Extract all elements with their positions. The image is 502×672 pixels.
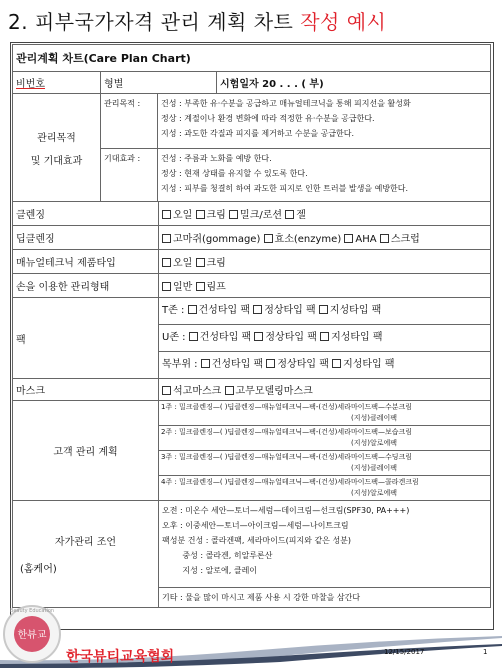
- option-label: 젤: [296, 210, 306, 221]
- cleansing-options: [159, 202, 491, 226]
- seal-ring-text: Beauty Education: [9, 608, 55, 614]
- care-plan-table: [12, 44, 491, 608]
- cleansing-label: 클렌징: [13, 202, 159, 226]
- option-label: 지성타입 팩: [331, 332, 383, 343]
- purpose-line: 건성 : 부족한 유·수분을 공급하고 매뉴얼테크닉을 통해 피지선을 활성화: [161, 99, 411, 108]
- effect-line: 지성 : 피부를 청결히 하여 과도한 피지로 인한 트러블 발생을 예방한다.: [161, 184, 409, 193]
- pack-row: [159, 298, 490, 325]
- option-label: 건성타입 팩: [199, 332, 252, 343]
- goals-label-line1: 관리목적: [37, 132, 76, 144]
- option-label: 지성타입 팩: [343, 359, 395, 370]
- checkbox[interactable]: [344, 234, 353, 243]
- week-plan-alt: (지성)클레이팩: [351, 414, 398, 422]
- hand-options: [159, 274, 491, 298]
- pack-row: [159, 325, 490, 352]
- option-label: 스크럽: [390, 234, 420, 245]
- week-row: [159, 426, 490, 451]
- option-label: 고마쥐(gommage): [173, 234, 261, 245]
- pack-row: [159, 352, 490, 378]
- checkbox[interactable]: [196, 258, 205, 267]
- field-type: 형별: [101, 72, 217, 94]
- option-label: 효소(enzyme): [274, 234, 342, 245]
- association-seal-logo: [0, 598, 66, 668]
- org-name: 한국뷰티교육협회: [66, 649, 175, 665]
- page-title-accent: 작성 예시: [300, 10, 387, 34]
- footer-date: 12/15/2017: [384, 648, 425, 656]
- effect-line: 정상 : 현재 상태를 유지할 수 있도록 한다.: [161, 169, 308, 178]
- checkbox[interactable]: [196, 282, 205, 291]
- homecare-lines: [159, 501, 490, 588]
- homecare-label-line1: 자가관리 조언: [54, 537, 117, 548]
- checkbox[interactable]: [254, 332, 263, 341]
- mask-label: 마스크: [13, 379, 159, 401]
- checkbox[interactable]: [162, 386, 171, 395]
- week-plan: 1주 : 밀크클렌징—( )딥클렌징—매뉴얼테크닉—팩-(건성)세라마이드팩—수분크림: [161, 403, 413, 411]
- checkbox[interactable]: [332, 359, 341, 368]
- option-label: 크림: [206, 210, 226, 221]
- seal-text: 한뷰교: [17, 630, 47, 641]
- checkbox[interactable]: [320, 332, 329, 341]
- option-label: 오일: [173, 258, 193, 269]
- checkbox[interactable]: [162, 210, 171, 219]
- homecare-content: [159, 501, 491, 608]
- checkbox[interactable]: [162, 258, 171, 267]
- pack-zone: U존 :: [162, 332, 186, 343]
- effect-list: [158, 149, 411, 201]
- checkbox[interactable]: [196, 210, 205, 219]
- week-plan: 2주 : 밀크클렌징—( )딥클렌징—매뉴얼테크닉—팩-(건성)세라마이드팩—보습크림: [161, 428, 413, 436]
- manual-options: [159, 250, 491, 274]
- week-plan: 3주 : 밀크클렌징—( )딥클렌징—매뉴얼테크닉—팩-(건성)세라마이드팩—수딩크림: [161, 453, 413, 461]
- hand-label: 손을 이용한 관리형태: [13, 274, 159, 298]
- week-plan-alt: (지성)알로에팩: [351, 439, 398, 447]
- option-label: 일반: [173, 282, 193, 293]
- effect-line: 건성 : 주름과 노화를 예방 한다.: [161, 154, 272, 163]
- checkbox[interactable]: [201, 359, 210, 368]
- effect-label: 기대효과 :: [101, 149, 158, 201]
- deep-cleansing-options: [159, 226, 491, 250]
- homecare-line: 팩성분 건성 : 콜라겐팩, 세라마이드(피지와 같은 성분): [162, 536, 352, 545]
- checkbox[interactable]: [285, 210, 294, 219]
- week-plan-alt: (지성)알로에팩: [351, 489, 398, 497]
- pack-options: [159, 298, 491, 379]
- pack-zone: T존 :: [162, 305, 185, 316]
- homecare-line: 오후 : 이중세안—토너—아이크림—세럼—나이트크림: [162, 521, 349, 530]
- pack-zone: 목부위 :: [162, 359, 198, 370]
- option-label: 크림: [206, 258, 226, 269]
- option-label: 림프: [206, 282, 226, 293]
- checkbox[interactable]: [319, 305, 328, 314]
- checkbox[interactable]: [189, 332, 198, 341]
- option-label: 정상타입 팩: [265, 332, 317, 343]
- manual-label: 매뉴얼테크닉 제품타입: [13, 250, 159, 274]
- week-plan: 4주 : 밀크클렌징—( )딥클렌징—매뉴얼테크닉—팩-(건성)세라마이드팩—콜라겐크림: [161, 478, 419, 486]
- homecare-line: 중성 : 콜라겐, 히알루론산: [162, 551, 273, 560]
- checkbox[interactable]: [266, 359, 275, 368]
- week-row: [159, 451, 490, 476]
- checkbox[interactable]: [162, 282, 171, 291]
- field-no: 비번호: [13, 72, 101, 94]
- checkbox[interactable]: [253, 305, 262, 314]
- goals-content: [101, 94, 491, 202]
- page-title-main: 2. 피부국가자격 관리 계획 차트: [8, 10, 294, 34]
- option-label: 고무모델링마스크: [235, 386, 313, 397]
- homecare-label: [13, 501, 159, 608]
- homecare-line: 지성 : 알로에, 클레이: [162, 566, 258, 575]
- checkbox[interactable]: [225, 386, 234, 395]
- chart-title: 관리계획 차트(Care Plan Chart): [13, 45, 491, 72]
- deep-cleansing-label: 딥클렌징: [13, 226, 159, 250]
- option-label: 건성타입 팩: [211, 359, 264, 370]
- option-label: AHA: [355, 234, 377, 245]
- pack-label: 팩: [13, 298, 159, 379]
- week-plan-alt: (지성)클레이팩: [351, 464, 398, 472]
- mask-options: [159, 379, 491, 401]
- purpose-line: 지성 : 과도한 각질과 피지를 제거하고 수분을 공급한다.: [161, 129, 355, 138]
- week-row: [159, 401, 490, 426]
- option-label: 정상타입 팩: [264, 305, 316, 316]
- homecare-line: 오전 : 미온수 세안—토너—세럼—데이크림—선크림(SPF30, PA+++): [162, 506, 410, 515]
- homecare-label-line2: (홈케어): [20, 564, 57, 575]
- week-row: [159, 476, 490, 500]
- checkbox[interactable]: [162, 234, 171, 243]
- option-label: 건성타입 팩: [198, 305, 250, 316]
- option-label: 밀크/로션: [240, 210, 283, 221]
- checkbox[interactable]: [188, 305, 197, 314]
- client-plan-list: [159, 401, 491, 501]
- option-label: 오일: [173, 210, 193, 221]
- field-date: 시험일자 20 . . . ( 부): [217, 72, 491, 94]
- checkbox[interactable]: [380, 234, 389, 243]
- option-label: 정상타입 팩: [277, 359, 329, 370]
- purpose-list: [158, 94, 414, 148]
- checkbox[interactable]: [229, 210, 238, 219]
- page-title: [8, 6, 386, 35]
- option-label: 석고마스크: [173, 386, 222, 397]
- purpose-line: 정상 : 계절이나 환경 변화에 따라 적정한 유·수분을 공급한다.: [161, 114, 375, 123]
- homecare-other: 기타 : 물을 많이 마시고 제품 사용 시 강한 마찰을 삼간다: [162, 593, 361, 602]
- goals-label-line2: 및 기대효과: [30, 155, 83, 167]
- client-plan-label: 고객 관리 계획: [13, 401, 159, 501]
- goals-label: [13, 94, 101, 202]
- checkbox[interactable]: [264, 234, 273, 243]
- option-label: 지성타입 팩: [329, 305, 382, 316]
- page-number: 1: [483, 648, 488, 656]
- purpose-label: 관리목적 :: [101, 94, 158, 148]
